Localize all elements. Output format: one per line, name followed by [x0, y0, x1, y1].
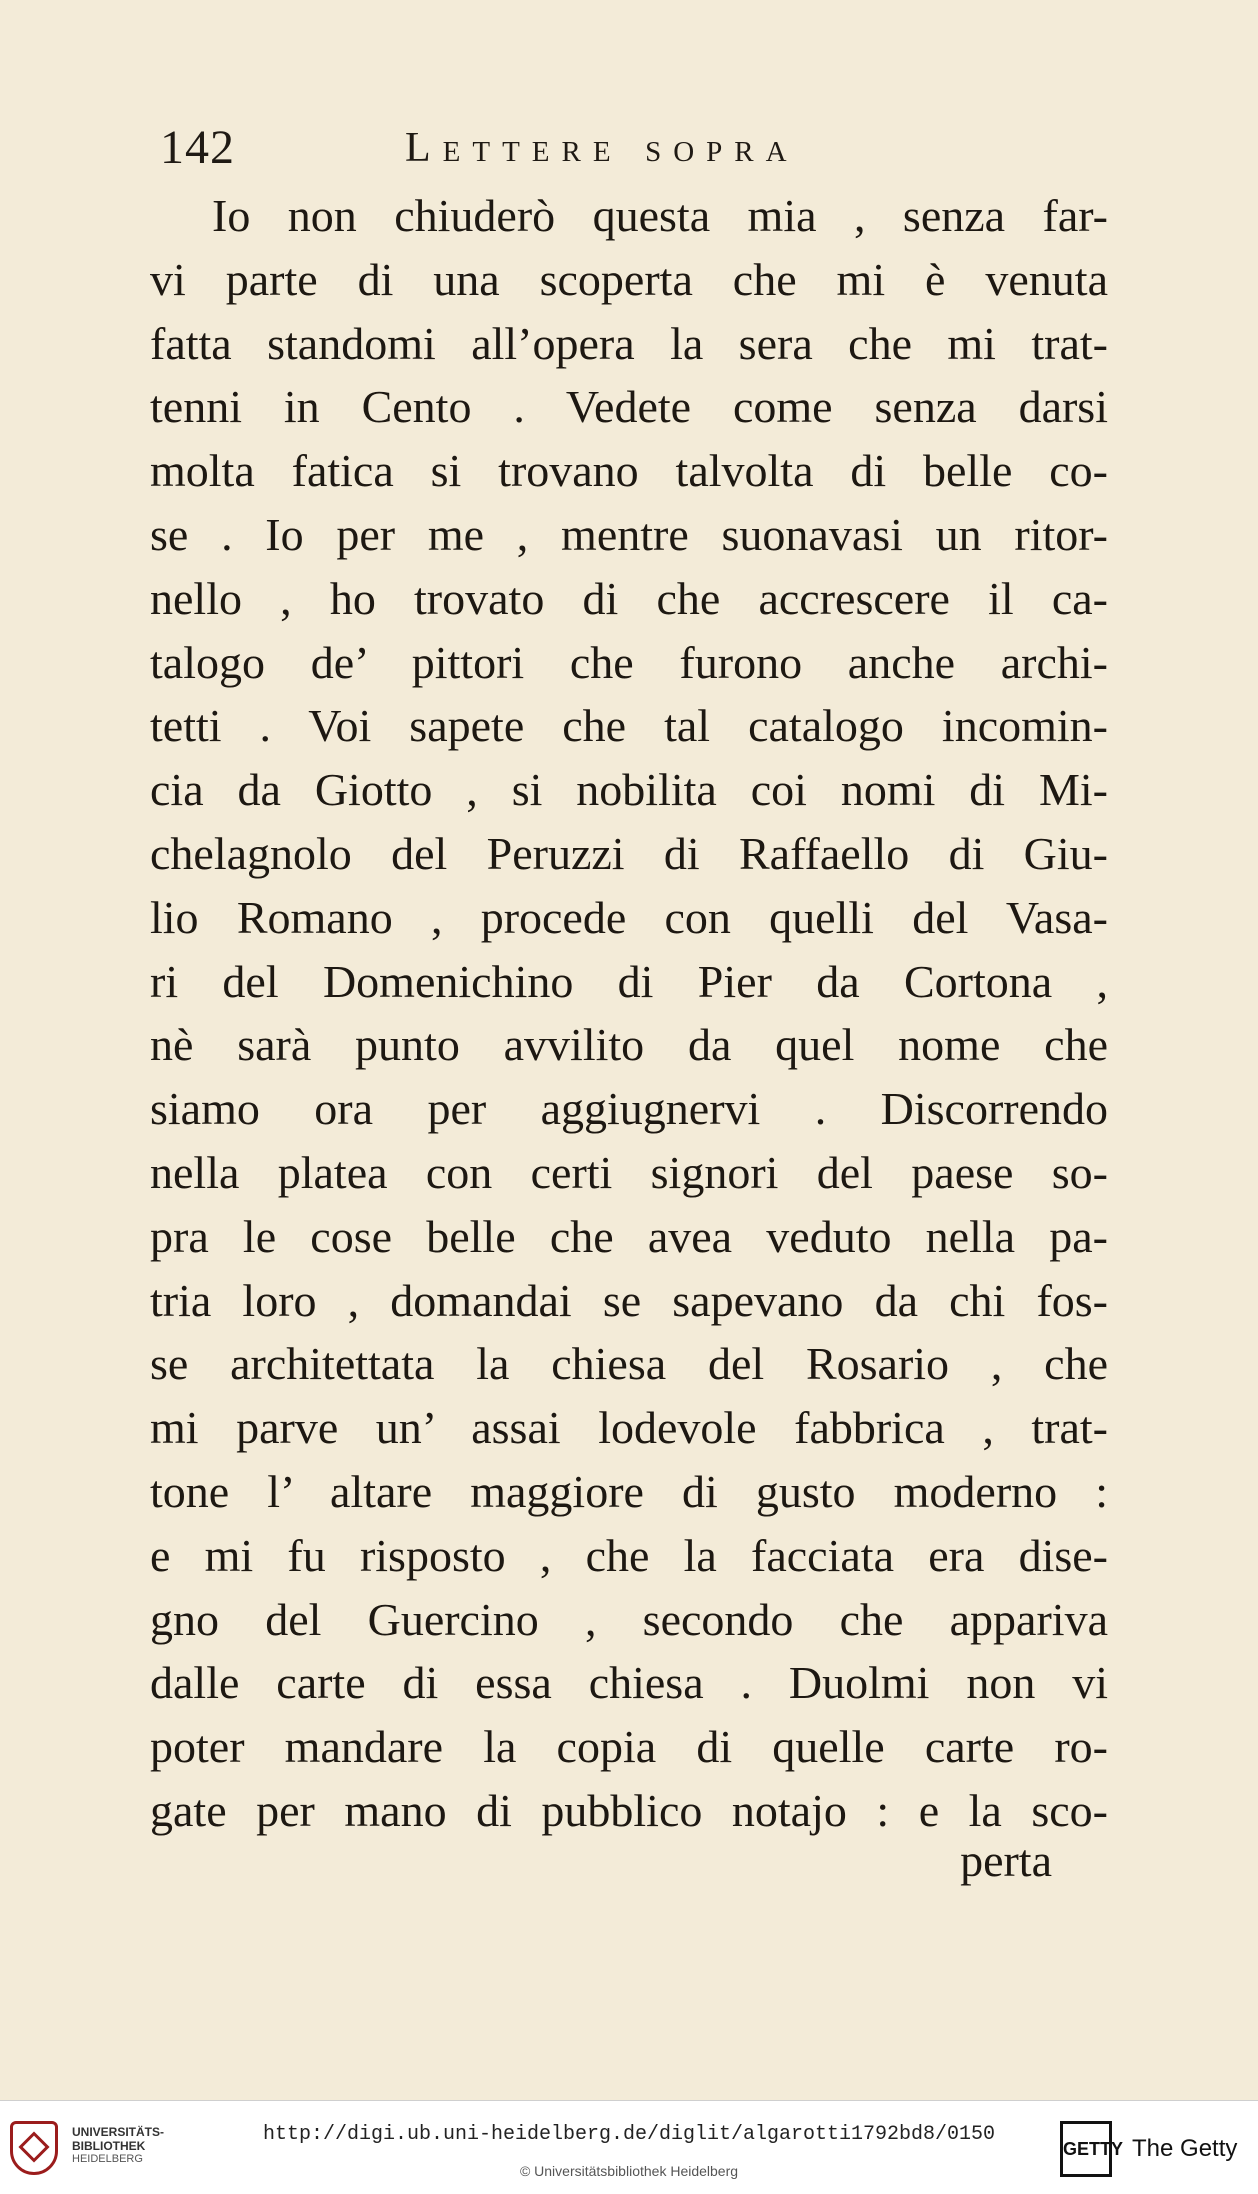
running-title: Lettere sopra	[405, 125, 799, 171]
text-line: e mi fu risposto , che la facciata era dise-	[150, 1529, 1108, 1581]
text-line: molta fatica si trovano talvolta di belle co-	[150, 445, 1108, 497]
text-line: Io non chiuderò questa mia , senza far-	[212, 190, 1108, 241]
text-line: gno del Guercino , secondo che appariva	[150, 1593, 1108, 1645]
text-line: se architettata la chiesa del Rosario , che	[150, 1338, 1108, 1390]
page-header	[150, 120, 1100, 180]
text-line: tenni in Cento . Vedete come senza darsi	[150, 381, 1108, 433]
text-line: lio Romano , procede con quelli del Vasa-	[150, 891, 1108, 943]
text-line: cia da Giotto , si nobilita coi nomi di Mi-	[150, 764, 1108, 816]
text-line: nello , ho trovato di che accrescere il ca-	[150, 572, 1108, 624]
text-line: nella platea con certi signori del paese so-	[150, 1146, 1108, 1198]
library-city: HEIDELBERG	[72, 2153, 143, 2165]
text-line: siamo ora per aggiugnervi . Discorrendo	[150, 1083, 1108, 1135]
body-text	[150, 184, 1108, 1843]
copyright-notice: © Universitätsbibliothek Heidelberg	[519, 2163, 739, 2179]
text-line: poter mandare la copia di quelle carte ro-	[150, 1721, 1108, 1773]
text-line: tria loro , domandai se sapevano da chi fos-	[150, 1274, 1108, 1326]
text-line: talogo de’ pittori che furono anche archi-	[150, 636, 1108, 688]
library-name-line: BIBLIOTHEK	[72, 2139, 146, 2153]
text-line: ri del Domenichino di Pier da Cortona ,	[150, 955, 1108, 1007]
text-line: tone l’ altare maggiore di gusto moderno :	[150, 1465, 1108, 1517]
getty-logo-icon[interactable]: GETTY	[1060, 2121, 1112, 2177]
permalink-url[interactable]: http://digi.ub.uni-heidelberg.de/diglit/algarotti1792bd8/0150	[262, 2123, 996, 2146]
text-line: se . Io per me , mentre suonavasi un ritor-	[150, 508, 1108, 560]
text-line: chelagnolo del Peruzzi di Raffaello di Giu-	[150, 827, 1108, 879]
text-line: nè sarà punto avvilito da quel nome che	[150, 1019, 1108, 1071]
text-line: tetti . Voi sapete che tal catalogo incomin-	[150, 700, 1108, 752]
text-line: gate per mano di pubblico notajo : e la sco-	[150, 1784, 1108, 1836]
viewer-footer	[0, 2100, 1258, 2194]
library-name-line: UNIVERSITÄTS-	[72, 2125, 165, 2139]
catchword: perta	[960, 1835, 1052, 1886]
text-line: mi parve un’ assai lodevole fabbrica , trat-	[150, 1402, 1108, 1454]
text-line: vi parte di una scoperta che mi è venuta	[150, 253, 1108, 305]
text-line: dalle carte di essa chiesa . Duolmi non vi	[150, 1657, 1108, 1709]
partner-name: The Getty	[1132, 2135, 1238, 2162]
text-line: fatta standomi all’opera la sera che mi trat-	[150, 317, 1108, 369]
page-number: 142	[160, 121, 235, 174]
text-line: pra le cose belle che avea veduto nella pa-	[150, 1210, 1108, 1262]
